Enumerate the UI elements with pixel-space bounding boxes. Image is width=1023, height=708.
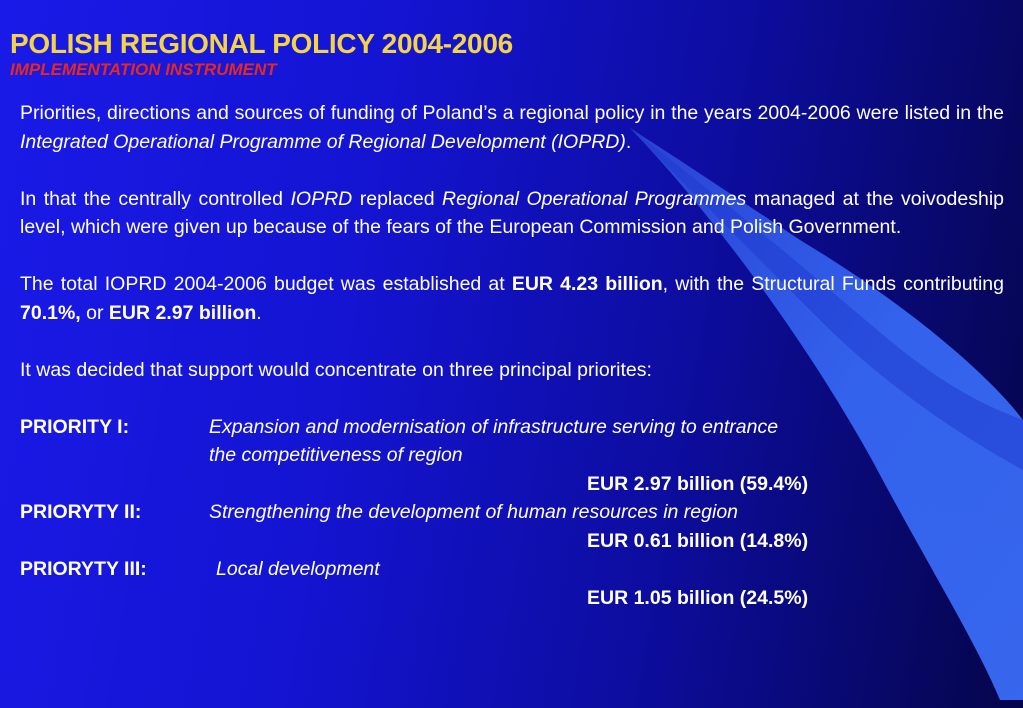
priority-description: the competitiveness of region: [209, 444, 463, 466]
priority-amount: EUR 0.61 billion (14.8%): [587, 529, 809, 552]
priority-amount-row: [20, 470, 1004, 499]
priority-description: Local development: [216, 558, 380, 580]
paragraph-budget: The total IOPRD 2004-2006 budget was established at EUR 4.23 billion, with the Structural Funds contributing 70.1%, or EUR 2.97 billion.: [20, 273, 1004, 324]
priority-description: Expansion and modernisation of infrastructure serving to entrance: [209, 415, 779, 438]
priority-label: PRIORITY I:: [20, 415, 130, 438]
paragraph-replacement: In that the centrally controlled IOPRD replaced Regional Operational Programmes managed at the voivodeship level, which were given up because of the fears of the European Commission and Polish Government.: [20, 187, 1005, 238]
paragraph-priorities-intro: It was decided that support would concentrate on three principal priorites:: [20, 358, 652, 381]
priority-amount-row: [20, 584, 1004, 613]
priority-row-continued: [20, 441, 1004, 470]
priority-amount-row: [20, 527, 1004, 556]
priority-row: [20, 498, 1004, 527]
priority-label: PRIORYTY III:: [20, 558, 147, 580]
priority-row: [20, 555, 1004, 584]
priority-description: Strengthening the development of human resources in region: [209, 501, 739, 523]
content-body: [20, 99, 1004, 612]
priority-row: [20, 413, 1004, 442]
page-subtitle: IMPLEMENTATION INSTRUMENT: [10, 60, 277, 79]
page-title: POLISH REGIONAL POLICY 2004-2006: [10, 28, 513, 59]
priority-label: PRIORYTY II:: [20, 501, 142, 523]
priority-amount: EUR 2.97 billion (59.4%): [587, 472, 809, 495]
paragraph-iop: Priorities, directions and sources of funding of Poland’s a regional policy in the years 2004-2006 were listed in the Integrated Operational Programme of Regional Development (IOPRD).: [20, 102, 1004, 153]
priority-list: [20, 413, 1004, 613]
priority-amount: EUR 1.05 billion (24.5%): [587, 586, 809, 609]
